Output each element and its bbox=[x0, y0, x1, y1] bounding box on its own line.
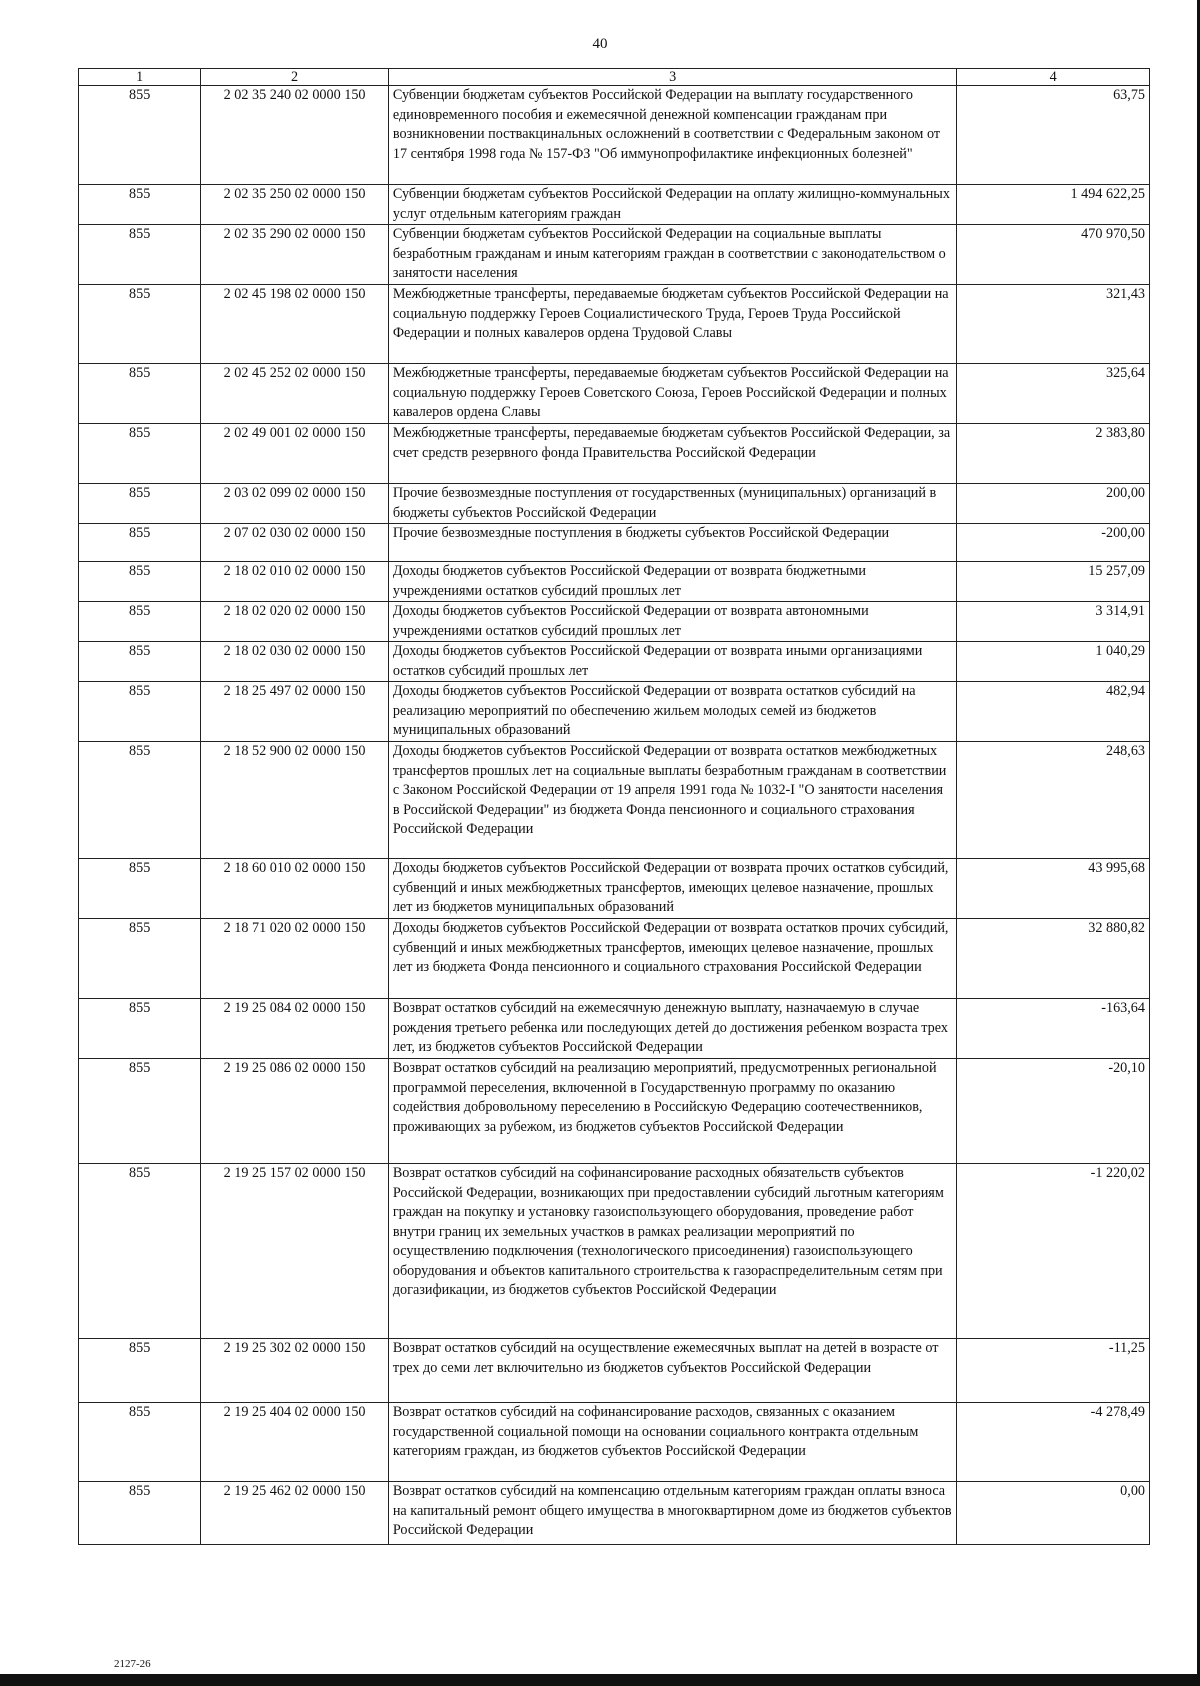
admin-code-cell: 855 bbox=[79, 225, 201, 285]
description-cell: Доходы бюджетов субъектов Российской Федерации от возврата остатков субсидий на реализацию мероприятий по обеспечению жильем молодых семей из бюджетов муниципальных образований bbox=[388, 682, 957, 742]
budget-code-cell: 2 02 35 290 02 0000 150 bbox=[201, 225, 389, 285]
column-header-2: 2 bbox=[201, 69, 389, 86]
table-row bbox=[79, 225, 1150, 285]
budget-code-cell: 2 18 60 010 02 0000 150 bbox=[201, 859, 389, 919]
revenue-table bbox=[78, 68, 1150, 1545]
description-cell: Прочие безвозмездные поступления в бюджеты субъектов Российской Федерации bbox=[388, 524, 957, 562]
amount-cell: 470 970,50 bbox=[957, 225, 1150, 285]
amount-cell: 248,63 bbox=[957, 742, 1150, 859]
table-row bbox=[79, 185, 1150, 225]
admin-code-cell: 855 bbox=[79, 859, 201, 919]
budget-code-cell: 2 02 35 250 02 0000 150 bbox=[201, 185, 389, 225]
amount-cell: 1 494 622,25 bbox=[957, 185, 1150, 225]
description-cell: Возврат остатков субсидий на осуществление ежемесячных выплат на детей в возрасте от трех до семи лет включительно из бюджетов субъектов Российской Федерации bbox=[388, 1339, 957, 1403]
table-row bbox=[79, 682, 1150, 742]
table-row bbox=[79, 285, 1150, 364]
amount-cell: 15 257,09 bbox=[957, 562, 1150, 602]
description-cell: Доходы бюджетов субъектов Российской Федерации от возврата иными организациями остатков субсидий прошлых лет bbox=[388, 642, 957, 682]
budget-code-cell: 2 18 52 900 02 0000 150 bbox=[201, 742, 389, 859]
description-cell: Субвенции бюджетам субъектов Российской Федерации на социальные выплаты безработным гражданам и иным категориям граждан в соответствии с законодательством о занятости населения bbox=[388, 225, 957, 285]
description-cell: Возврат остатков субсидий на софинансирование расходов, связанных с оказанием государственной социальной помощи на основании социального контракта отдельным категориям граждан, из бюджетов субъектов Российской Федерации bbox=[388, 1403, 957, 1482]
budget-code-cell: 2 19 25 404 02 0000 150 bbox=[201, 1403, 389, 1482]
budget-code-cell: 2 19 25 302 02 0000 150 bbox=[201, 1339, 389, 1403]
amount-cell: 2 383,80 bbox=[957, 424, 1150, 484]
table-row bbox=[79, 1339, 1150, 1403]
admin-code-cell: 855 bbox=[79, 602, 201, 642]
amount-cell: 63,75 bbox=[957, 86, 1150, 185]
admin-code-cell: 855 bbox=[79, 642, 201, 682]
description-cell: Возврат остатков субсидий на ежемесячную денежную выплату, назначаемую в случае рождения третьего ребенка или последующих детей до достижения ребенком возраста трех лет, из бюджетов субъектов Российской Федерации bbox=[388, 999, 957, 1059]
admin-code-cell: 855 bbox=[79, 86, 201, 185]
column-header-3: 3 bbox=[388, 69, 957, 86]
scan-edge-bottom bbox=[0, 1674, 1200, 1686]
page-number: 40 bbox=[592, 36, 608, 52]
amount-cell: 32 880,82 bbox=[957, 919, 1150, 999]
admin-code-cell: 855 bbox=[79, 682, 201, 742]
table-row bbox=[79, 86, 1150, 185]
admin-code-cell: 855 bbox=[79, 524, 201, 562]
description-cell: Возврат остатков субсидий на компенсацию отдельным категориям граждан оплаты взноса на капитальный ремонт общего имущества в многоквартирном доме из бюджетов субъектов Российской Федерации bbox=[388, 1482, 957, 1545]
admin-code-cell: 855 bbox=[79, 424, 201, 484]
amount-cell: 0,00 bbox=[957, 1482, 1150, 1545]
table-row bbox=[79, 859, 1150, 919]
budget-code-cell: 2 02 49 001 02 0000 150 bbox=[201, 424, 389, 484]
table-row bbox=[79, 1403, 1150, 1482]
table-row bbox=[79, 1164, 1150, 1339]
amount-cell: -4 278,49 bbox=[957, 1403, 1150, 1482]
budget-code-cell: 2 19 25 086 02 0000 150 bbox=[201, 1059, 389, 1164]
amount-cell: 200,00 bbox=[957, 484, 1150, 524]
budget-code-cell: 2 19 25 462 02 0000 150 bbox=[201, 1482, 389, 1545]
table-row bbox=[79, 602, 1150, 642]
admin-code-cell: 855 bbox=[79, 1339, 201, 1403]
amount-cell: 321,43 bbox=[957, 285, 1150, 364]
budget-code-cell: 2 18 25 497 02 0000 150 bbox=[201, 682, 389, 742]
description-cell: Межбюджетные трансферты, передаваемые бюджетам субъектов Российской Федерации, за счет средств резервного фонда Правительства Российской Федерации bbox=[388, 424, 957, 484]
admin-code-cell: 855 bbox=[79, 562, 201, 602]
description-cell: Субвенции бюджетам субъектов Российской Федерации на выплату государственного единовременного пособия и ежемесячной денежной компенсации гражданам при возникновении поствакцинальных осложнений в соответствии с Федеральным законом от 17 сентября 1998 года № 157-ФЗ "Об иммунопрофилактике инфекционных болезней" bbox=[388, 86, 957, 185]
admin-code-cell: 855 bbox=[79, 285, 201, 364]
admin-code-cell: 855 bbox=[79, 185, 201, 225]
column-header-1: 1 bbox=[79, 69, 201, 86]
table-row bbox=[79, 524, 1150, 562]
amount-cell: -200,00 bbox=[957, 524, 1150, 562]
description-cell: Возврат остатков субсидий на реализацию мероприятий, предусмотренных региональной программой переселения, включенной в Государственную программу по оказанию содействия добровольному переселению в Российскую Федерацию соотечественников, проживающих за рубежом, из бюджетов субъектов Российской Федерации bbox=[388, 1059, 957, 1164]
budget-code-cell: 2 18 02 030 02 0000 150 bbox=[201, 642, 389, 682]
description-cell: Межбюджетные трансферты, передаваемые бюджетам субъектов Российской Федерации на социальную поддержку Героев Советского Союза, Героев Российской Федерации и полных кавалеров ордена Славы bbox=[388, 364, 957, 424]
table-header-row bbox=[79, 69, 1150, 86]
description-cell: Возврат остатков субсидий на софинансирование расходных обязательств субъектов Российской Федерации, возникающих при предоставлении субсидий льготным категориям граждан на покупку и установку газоиспользующего оборудования, проведение работ внутри границ их земельных участков в рамках реализации мероприятий по осуществлению подключения (технологического присоединения) газоиспользующего оборудования и объектов капитального строительства к газораспределительным сетям при догазификации, из бюджетов субъектов Российской Федерации bbox=[388, 1164, 957, 1339]
table-row bbox=[79, 1482, 1150, 1545]
amount-cell: -11,25 bbox=[957, 1339, 1150, 1403]
budget-code-cell: 2 18 02 020 02 0000 150 bbox=[201, 602, 389, 642]
admin-code-cell: 855 bbox=[79, 1482, 201, 1545]
budget-code-cell: 2 02 45 198 02 0000 150 bbox=[201, 285, 389, 364]
table-row bbox=[79, 364, 1150, 424]
budget-code-cell: 2 18 02 010 02 0000 150 bbox=[201, 562, 389, 602]
table-row bbox=[79, 642, 1150, 682]
admin-code-cell: 855 bbox=[79, 364, 201, 424]
table-row bbox=[79, 484, 1150, 524]
budget-code-cell: 2 19 25 157 02 0000 150 bbox=[201, 1164, 389, 1339]
amount-cell: 325,64 bbox=[957, 364, 1150, 424]
table-row bbox=[79, 424, 1150, 484]
amount-cell: 43 995,68 bbox=[957, 859, 1150, 919]
description-cell: Субвенции бюджетам субъектов Российской Федерации на оплату жилищно-коммунальных услуг отдельным категориям граждан bbox=[388, 185, 957, 225]
amount-cell: 1 040,29 bbox=[957, 642, 1150, 682]
admin-code-cell: 855 bbox=[79, 742, 201, 859]
column-header-4: 4 bbox=[957, 69, 1150, 86]
admin-code-cell: 855 bbox=[79, 999, 201, 1059]
table-body bbox=[79, 86, 1150, 1545]
budget-code-cell: 2 07 02 030 02 0000 150 bbox=[201, 524, 389, 562]
table-row bbox=[79, 919, 1150, 999]
table-row bbox=[79, 999, 1150, 1059]
amount-cell: -20,10 bbox=[957, 1059, 1150, 1164]
description-cell: Межбюджетные трансферты, передаваемые бюджетам субъектов Российской Федерации на социальную поддержку Героев Социалистического Труда, Героев Труда Российской Федерации и полных кавалеров ордена Трудовой Славы bbox=[388, 285, 957, 364]
budget-code-cell: 2 18 71 020 02 0000 150 bbox=[201, 919, 389, 999]
description-cell: Доходы бюджетов субъектов Российской Федерации от возврата бюджетными учреждениями остатков субсидий прошлых лет bbox=[388, 562, 957, 602]
table-row bbox=[79, 742, 1150, 859]
budget-code-cell: 2 02 45 252 02 0000 150 bbox=[201, 364, 389, 424]
table-row bbox=[79, 1059, 1150, 1164]
amount-cell: -1 220,02 bbox=[957, 1164, 1150, 1339]
budget-code-cell: 2 02 35 240 02 0000 150 bbox=[201, 86, 389, 185]
description-cell: Прочие безвозмездные поступления от государственных (муниципальных) организаций в бюджеты субъектов Российской Федерации bbox=[388, 484, 957, 524]
budget-code-cell: 2 03 02 099 02 0000 150 bbox=[201, 484, 389, 524]
admin-code-cell: 855 bbox=[79, 484, 201, 524]
description-cell: Доходы бюджетов субъектов Российской Федерации от возврата остатков межбюджетных трансфертов прошлых лет на социальные выплаты безработным гражданам в соответствии с Законом Российской Федерации от 19 апреля 1991 года № 1032-I "О занятости населения в Российской Федерации" из бюджета Фонда пенсионного и социального страхования Российской Федерации bbox=[388, 742, 957, 859]
footer-code: 2127-26 bbox=[114, 1658, 151, 1670]
description-cell: Доходы бюджетов субъектов Российской Федерации от возврата прочих остатков субсидий, субвенций и иных межбюджетных трансфертов, имеющих целевое назначение, прошлых лет из бюджетов муниципальных образований bbox=[388, 859, 957, 919]
amount-cell: 3 314,91 bbox=[957, 602, 1150, 642]
admin-code-cell: 855 bbox=[79, 1164, 201, 1339]
description-cell: Доходы бюджетов субъектов Российской Федерации от возврата автономными учреждениями остатков субсидий прошлых лет bbox=[388, 602, 957, 642]
amount-cell: 482,94 bbox=[957, 682, 1150, 742]
amount-cell: -163,64 bbox=[957, 999, 1150, 1059]
description-cell: Доходы бюджетов субъектов Российской Федерации от возврата остатков прочих субсидий, субвенций и иных межбюджетных трансфертов, имеющих целевое назначение, прошлых лет из бюджета Фонда пенсионного и социального страхования Российской Федерации bbox=[388, 919, 957, 999]
table-row bbox=[79, 562, 1150, 602]
admin-code-cell: 855 bbox=[79, 919, 201, 999]
budget-code-cell: 2 19 25 084 02 0000 150 bbox=[201, 999, 389, 1059]
admin-code-cell: 855 bbox=[79, 1403, 201, 1482]
admin-code-cell: 855 bbox=[79, 1059, 201, 1164]
